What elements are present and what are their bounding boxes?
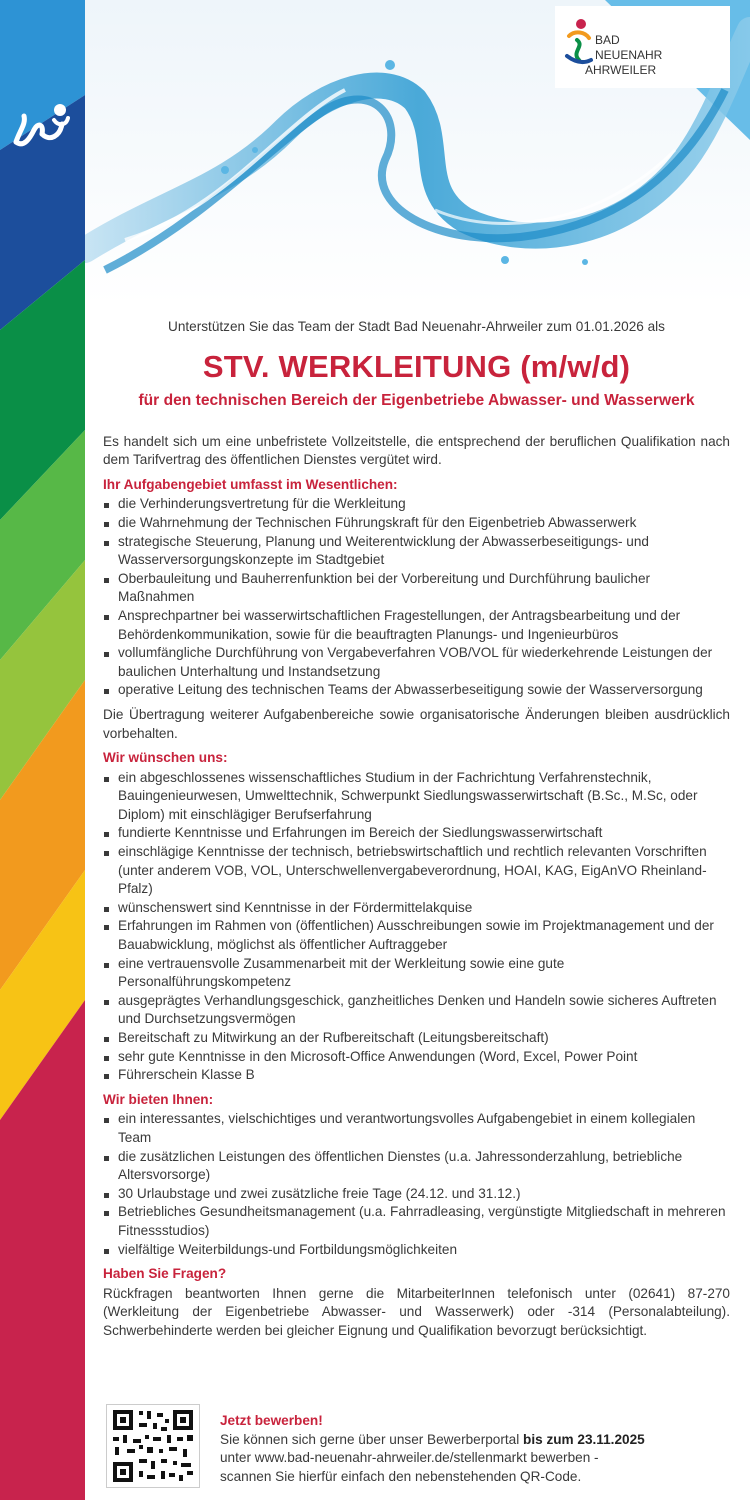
list-item: vollumfängliche Durchführung von Vergabeverfahren VOB/VOL für wiederkehrende Leistungen der baulichen Unterhaltung und Instandsetzung xyxy=(103,644,730,681)
tasks-list xyxy=(103,495,730,700)
list-item: die zusätzlichen Leistungen des öffentlichen Dienstes (u.a. Jahressonderzahlung, betriebliche Altersvorsorge) xyxy=(103,1148,730,1185)
tasks-note: Die Übertragung weiterer Aufgabenbereiche sowie organisatorische Änderungen bleiben ausdrücklich vorbehalten. xyxy=(103,706,730,741)
questions-text: Rückfragen beantworten Ihnen gerne die MitarbeiterInnen telefonisch unter (02641) 87-270 (Werkleitung der Eigenbetriebe Abwasser- und Wasserwerk) oder -314 (Personalabteilung). Schwerbehinderte werden bei gleicher Eignung und Qualifikation bevorzugt berücksichtigt. xyxy=(103,1285,730,1338)
list-item: strategische Steuerung, Planung und Weiterentwicklung der Abwasserbeseitigungs- und Wasserversorgungskonzepte im Stadtgebiet xyxy=(103,533,730,570)
apply-section xyxy=(103,1402,730,1490)
job-subtitle: für den technischen Bereich der Eigenbetriebe Abwasser- und Wasserwerk xyxy=(138,391,695,409)
apply-deadline: bis zum 23.11.2025 xyxy=(523,1431,645,1447)
apply-text xyxy=(220,1412,730,1486)
list-item: sehr gute Kenntnisse in den Microsoft-Office Anwendungen (Word, Excel, Power Point xyxy=(103,1048,730,1067)
apply-line-3: scannen Sie hierfür einfach den nebenstehenden QR-Code. xyxy=(220,1468,582,1484)
list-item: ein interessantes, vielschichtiges und verantwortungsvolles Aufgabengebiet in einem kollegialen Team xyxy=(103,1110,730,1147)
logo-line-3: AHRWEILER xyxy=(585,63,657,77)
apply-line-1 xyxy=(220,1431,730,1450)
wishes-list xyxy=(103,769,730,1085)
apply-line-2[interactable]: unter www.bad-neuenahr-ahrweiler.de/stellenmarkt bewerben - xyxy=(220,1450,599,1466)
logo-line-2: NEUENAHR xyxy=(595,48,663,62)
stylized-person-icon xyxy=(10,90,72,160)
intro-text: Unterstützen Sie das Team der Stadt Bad Neuenahr-Ahrweiler zum 01.01.2026 als xyxy=(168,319,665,334)
city-logo xyxy=(555,6,730,88)
hashtag-wiederbunt xyxy=(0,1240,85,1490)
list-item: fundierte Kenntnisse und Erfahrungen im Bereich der Siedlungswasserwirtschaft xyxy=(103,824,730,843)
list-item: Ansprechpartner bei wasserwirtschaftlichen Fragestellungen, der Antragsbearbeitung und der Behördenkommunikation, sowie für die beauftragten Planungs- und Ingenieurbüros xyxy=(103,607,730,644)
offers-heading: Wir bieten Ihnen: xyxy=(103,1091,214,1107)
job-ad-content xyxy=(103,318,730,1347)
list-item: eine vertrauensvolle Zusammenarbeit mit der Werkleitung sowie eine gute Personalführungskompetenz xyxy=(103,955,730,992)
list-item: Betriebliches Gesundheitsmanagement (u.a. Fahrradleasing, vergünstigte Mitgliedschaft in mehreren Fitnessstudios) xyxy=(103,1203,730,1240)
apply-heading: Jetzt bewerben! xyxy=(220,1413,323,1428)
list-item: ein abgeschlossenes wissenschaftliches Studium in der Fachrichtung Verfahrenstechnik, Bauingenieurwesen, Umwelttechnik, Schwerpunkt Siedlungswasserwirtschaft (B.Sc., M.Sc, oder Diplom) mit einschlägiger Berufserfahrung xyxy=(103,769,730,825)
list-item: einschlägige Kenntnisse der technisch, betriebswirtschaftlich und rechtlich relevanten Vorschriften (unter anderem VOB, VOL, Unterschwellenvergabeverordnung, HOAI, KAG, EigAnVO Rheinland-Pfalz) xyxy=(103,843,730,899)
qr-code-icon[interactable] xyxy=(106,1404,200,1488)
list-item: die Verhinderungsvertretung für die Werkleitung xyxy=(103,495,730,514)
questions-heading: Haben Sie Fragen? xyxy=(103,1266,227,1282)
logo-line-1: BAD xyxy=(595,33,620,47)
description-text: Es handelt sich um eine unbefristete Vollzeitstelle, die entsprechend der beruflichen Qualifikation nach dem Tarifvertrag des öffentlichen Dienstes vergütet wird. xyxy=(103,433,730,468)
apply-line-1-text: Sie können sich gerne über unser Bewerberportal xyxy=(220,1431,524,1447)
list-item: Erfahrungen im Rahmen von (öffentlichen) Ausschreibungen sowie im Projektmanagement und der Bauabwicklung, möglichst als öffentlicher Auftraggeber xyxy=(103,917,730,954)
list-item: Bereitschaft zu Mitwirkung an der Rufbereitschaft (Leitungsbereitschaft) xyxy=(103,1029,730,1048)
list-item: wünschenswert sind Kenntnisse in der Fördermittelakquise xyxy=(103,899,730,918)
list-item: ausgeprägtes Verhandlungsgeschick, ganzheitliches Denken und Handeln sowie sicheres Auftreten und Durchsetzungsvermögen xyxy=(103,992,730,1029)
list-item: Führerschein Klasse B xyxy=(103,1066,730,1085)
list-item: Oberbauleitung und Bauherrenfunktion bei der Vorbereitung und Durchführung baulicher Maßnahmen xyxy=(103,570,730,607)
job-title: STV. WERKLEITUNG (m/w/d) xyxy=(202,348,631,384)
tasks-heading: Ihr Aufgabengebiet umfasst im Wesentlichen: xyxy=(103,476,398,492)
list-item: vielfältige Weiterbildungs-und Fortbildungsmöglichkeiten xyxy=(103,1241,730,1260)
list-item: die Wahrnehmung der Technischen Führungskraft für den Eigenbetrieb Abwasserwerk xyxy=(103,514,730,533)
list-item: operative Leitung des technischen Teams der Abwasserbeseitigung sowie der Wasserversorgung xyxy=(103,681,730,700)
offers-list xyxy=(103,1110,730,1259)
wishes-heading: Wir wünschen uns: xyxy=(103,750,228,766)
list-item: 30 Urlaubstage und zwei zusätzliche freie Tage (24.12. und 31.12.) xyxy=(103,1185,730,1204)
